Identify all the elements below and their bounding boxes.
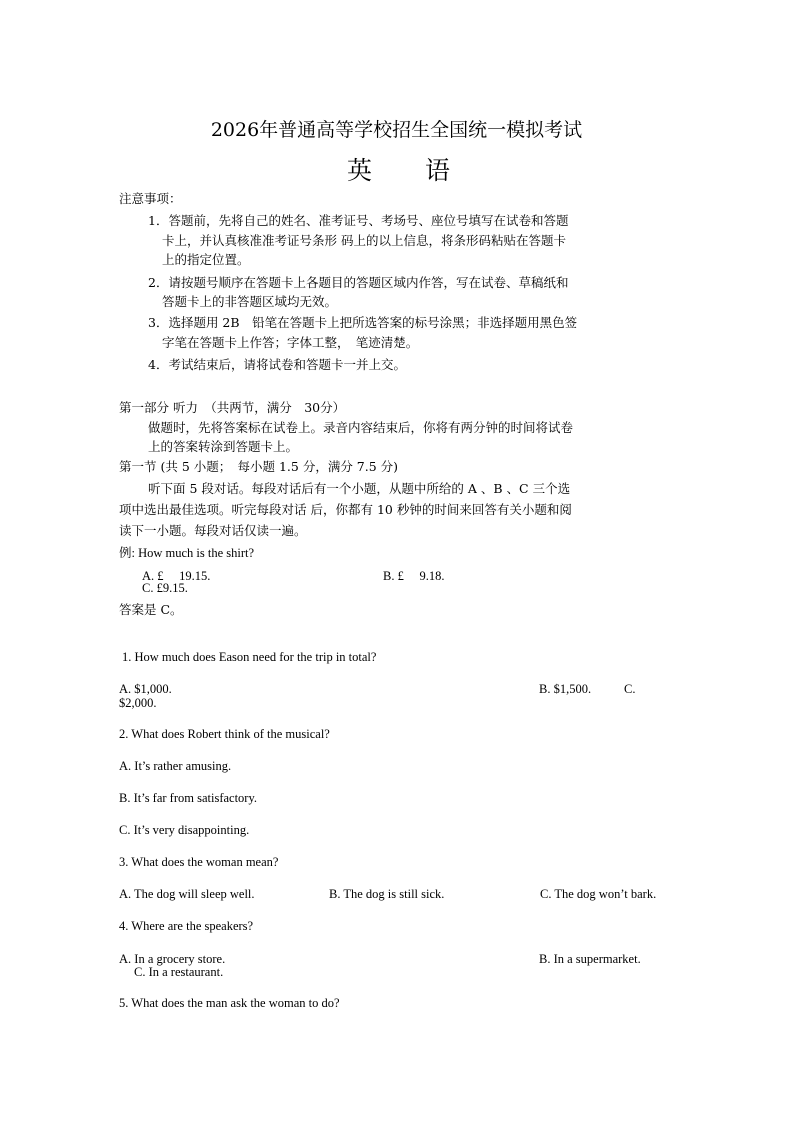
- question-1-option-c-value: $2,000.: [119, 696, 157, 710]
- section1-instruction-line-3: 读下一小题。每段对话仅读一遍。: [119, 523, 307, 538]
- note-2-line-1: 2．请按题号顺序在答题卡上各题目的答题区域内作答，写在试卷、草稿纸和: [148, 275, 569, 290]
- note-1-line-3: 上的指定位置。: [162, 252, 250, 267]
- question-4-option-b: B. In a supermarket.: [539, 952, 641, 966]
- section1-instruction-line-1: 听下面 5 段对话。每段对话后有一个小题，从题中所给的 A 、B 、C 三个选: [148, 481, 571, 496]
- question-3-stem: 3. What does the woman mean?: [119, 855, 279, 869]
- notes-heading: 注意事项：: [119, 191, 182, 206]
- question-2-stem: 2. What does Robert think of the musical?: [119, 727, 330, 741]
- note-2-line-2: 答题卡上的非答题区域均无效。: [162, 294, 338, 309]
- note-1-line-1: 1．答题前，先将自己的姓名、准考证号、考场号、座位号填写在试卷和答题: [148, 213, 569, 228]
- question-3-option-b: B. The dog is still sick.: [329, 887, 445, 901]
- subject-char-2: 语: [425, 156, 453, 185]
- question-4-option-a: A. In a grocery store.: [119, 952, 226, 966]
- question-3-option-c: C. The dog won’t bark.: [540, 887, 657, 901]
- example-option-a: A. £ 19.15.: [142, 569, 211, 583]
- question-4-option-c: C. In a restaurant.: [134, 965, 224, 979]
- note-3-line-1: 3．选择题用 2B 铅笔在答题卡上把所选答案的标号涂黑；非选择题用黑色签: [148, 315, 578, 330]
- exam-title: 2026年普通高等学校招生全国统一模拟考试: [210, 119, 583, 141]
- question-3-option-a: A. The dog will sleep well.: [119, 887, 255, 901]
- example-option-c: C. £9.15.: [142, 581, 188, 595]
- example-answer: 答案是 C。: [119, 602, 183, 617]
- part1-intro-line-2: 上的答案转涂到答题卡上。: [148, 439, 299, 454]
- note-4-line-1: 4．考试结束后，请将试卷和答题卡一并上交。: [148, 357, 406, 372]
- question-2-option-b: B. It’s far from satisfactory.: [119, 791, 258, 805]
- section1-instruction-line-2: 项中选出最佳选项。听完每段对话 后，你都有 10 秒钟的时间来回答有关小题和阅: [119, 502, 572, 517]
- note-3-line-2: 字笔在答题卡上作答；字体工整， 笔迹清楚。: [162, 335, 419, 350]
- question-1-option-c-label: C.: [624, 682, 636, 696]
- question-4-stem: 4. Where are the speakers?: [119, 919, 254, 933]
- question-1-option-b: B. $1,500.: [539, 682, 592, 696]
- section1-heading: 第一节 (共 5 小题； 每小题 1.5 分，满分 7.5 分): [119, 459, 399, 474]
- part1-heading: 第一部分 听力 （共两节，满分 30分）: [119, 400, 346, 415]
- subject-char-1: 英: [347, 156, 375, 185]
- question-2-option-a: A. It’s rather amusing.: [119, 759, 232, 773]
- note-1-line-2: 卡上，并认真核准准考证号条形 码上的以上信息，将条形码粘贴在答题卡: [162, 233, 566, 248]
- question-1-option-a: A. $1,000.: [119, 682, 172, 696]
- example-option-b: B. £ 9.18.: [383, 569, 445, 583]
- question-5-stem: 5. What does the man ask the woman to do?: [119, 996, 340, 1010]
- question-2-option-c: C. It’s very disappointing.: [119, 823, 250, 837]
- example-question: 例: How much is the shirt?: [119, 546, 255, 560]
- part1-intro-line-1: 做题时，先将答案标在试卷上。录音内容结束后，你将有两分钟的时间将试卷: [148, 420, 574, 435]
- question-1-stem: 1. How much does Eason need for the trip in total?: [122, 650, 377, 664]
